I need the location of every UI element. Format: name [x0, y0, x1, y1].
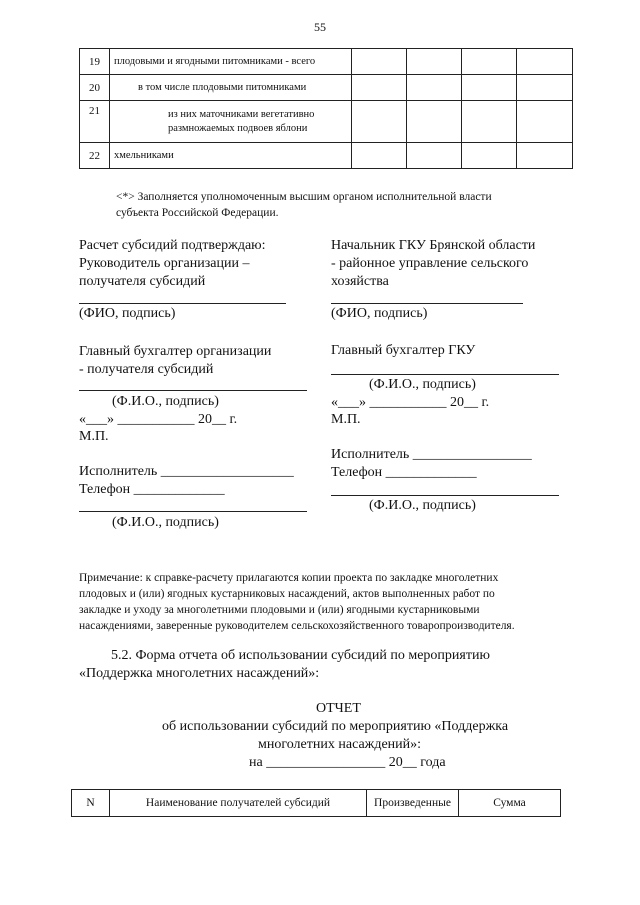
left-confirm-line: Расчет субсидий подтверждаю:	[79, 238, 266, 253]
right-mp: М.П.	[331, 412, 361, 427]
left-confirm-line: Руководитель организации –	[79, 256, 250, 271]
header-cell: Произведенные	[367, 790, 459, 817]
signature-line	[331, 303, 523, 304]
left-confirm-line: получателя субсидий	[79, 274, 206, 289]
row-name-line: размножаемых подвоев яблони	[168, 122, 308, 134]
right-head-line: хозяйства	[331, 274, 389, 289]
right-head-line: Начальник ГКУ Брянской области	[331, 238, 536, 253]
row-number: 22	[80, 143, 110, 169]
right-head-block	[331, 237, 535, 291]
row-name: плодовыми и ягодными питомниками - всего	[110, 49, 352, 75]
table-row	[80, 75, 573, 101]
note-line: закладке и уходу за многолетними плодовыми и (или) ягодными кустарниковыми	[79, 604, 480, 616]
left-executor: Исполнитель ___________________	[79, 464, 294, 479]
report-title: ОТЧЕТ	[316, 701, 361, 716]
section-heading-cont: «Поддержка многолетних насаждений»:	[79, 666, 320, 681]
left-date: «___» ___________ 20__ г.	[79, 412, 238, 427]
note-line: насаждениями, заверенные руководителем сельскохозяйственного товаропроизводителя.	[79, 620, 515, 632]
row-number: 19	[80, 49, 110, 75]
note	[79, 570, 572, 634]
left-accountant-line: - получателя субсидий	[79, 362, 214, 377]
note-line: плодовых и (или) ягодных кустарниковых насаждений, актов выполненных работ по	[79, 588, 495, 600]
header-cell: N	[72, 790, 110, 817]
table-row	[80, 143, 573, 169]
right-date: «___» ___________ 20__ г.	[331, 395, 490, 410]
left-fio3-label: (Ф.И.О., подпись)	[112, 515, 219, 530]
row-name: в том числе плодовыми питомниками	[110, 75, 352, 101]
right-phone: Телефон _____________	[331, 465, 477, 480]
data-table	[79, 48, 573, 169]
page-number: 55	[314, 20, 326, 34]
table-row	[80, 49, 573, 75]
right-fio2-label: (Ф.И.О., подпись)	[369, 377, 476, 392]
table-row	[80, 101, 573, 143]
row-number: 20	[80, 75, 110, 101]
row-name: хмельниками	[110, 143, 352, 169]
right-accountant: Главный бухгалтер ГКУ	[331, 343, 476, 358]
report-subtitle: об использовании субсидий по мероприятию «Поддержка	[162, 719, 509, 734]
left-mp: М.П.	[79, 429, 109, 444]
footnote-line: субъекта Российской Федерации.	[116, 207, 279, 219]
note-line: Примечание: к справке-расчету прилагаются копии проекта по закладке многолетних	[79, 572, 499, 584]
row-name-line: из них маточниками вегетативно	[168, 108, 315, 120]
footnote	[116, 189, 572, 221]
report-table	[71, 789, 561, 817]
signature-line	[79, 390, 307, 391]
footnote-line: <*> Заполняется уполномоченным высшим органом исполнительной власти	[116, 191, 492, 203]
section-heading: 5.2. Форма отчета об использовании субсидий по мероприятию	[111, 648, 490, 663]
right-fio-label: (ФИО, подпись)	[331, 306, 428, 321]
signature-line	[331, 374, 559, 375]
row-name	[110, 101, 352, 143]
signature-line	[79, 511, 307, 512]
left-confirm-block	[79, 237, 266, 291]
left-accountant-line: Главный бухгалтер организации	[79, 344, 272, 359]
right-executor: Исполнитель _________________	[331, 447, 532, 462]
right-head-line: - районное управление сельского	[331, 256, 529, 271]
left-accountant-block	[79, 343, 271, 379]
left-fio-label: (ФИО, подпись)	[79, 306, 176, 321]
left-fio2-label: (Ф.И.О., подпись)	[112, 394, 219, 409]
report-subtitle-cont: многолетних насаждений»:	[258, 737, 422, 752]
table-header-row	[72, 790, 561, 817]
left-phone: Телефон _____________	[79, 482, 225, 497]
header-cell: Сумма	[459, 790, 561, 817]
header-cell: Наименование получателей субсидий	[110, 790, 367, 817]
row-number: 21	[80, 101, 110, 143]
signature-line	[331, 495, 559, 496]
signature-line	[79, 303, 286, 304]
right-fio3-label: (Ф.И.О., подпись)	[369, 498, 476, 513]
report-period: на _________________ 20__ года	[249, 755, 446, 770]
